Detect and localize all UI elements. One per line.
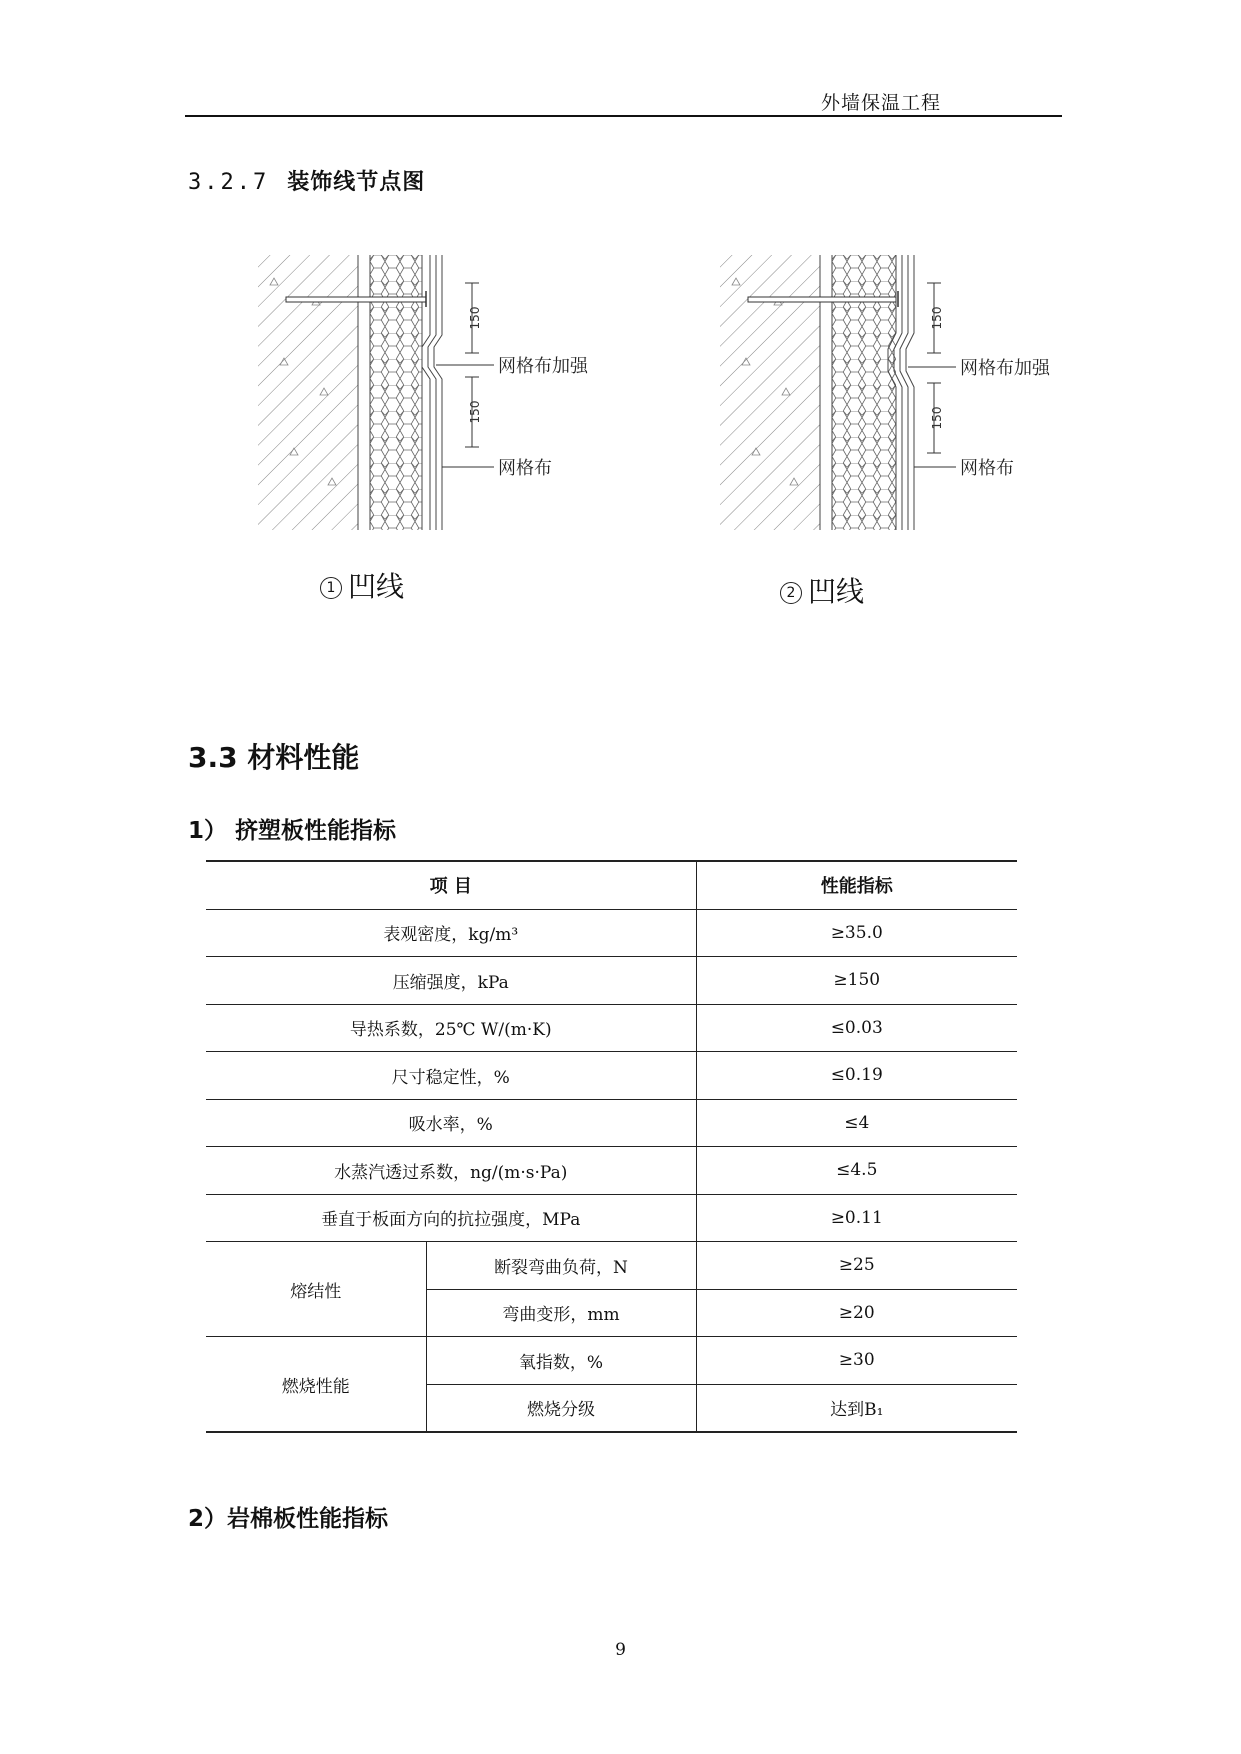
table-header-row <box>206 861 1017 909</box>
subheading-rockwool-board: 2）岩棉板性能指标 <box>188 1506 389 1532</box>
row-value: ≤0.19 <box>696 1052 1017 1100</box>
row-item: 导热系数，25℃ W/(m·K) <box>206 1004 696 1052</box>
header-item: 项 目 <box>206 861 696 909</box>
dim-top-label: 150 <box>930 306 944 330</box>
group-name: 燃烧性能 <box>206 1337 426 1433</box>
section-number: 3.2.7 <box>188 170 270 195</box>
figure-2-caption <box>780 570 864 610</box>
row-value: ≤4.5 <box>696 1147 1017 1195</box>
row-value: ≥30 <box>696 1337 1017 1385</box>
wall-hatch <box>720 255 820 530</box>
label-mesh-reinforce: 网格布加强 <box>960 358 1050 379</box>
page-number: 9 <box>615 1640 626 1660</box>
anchor-bolt <box>748 297 896 302</box>
row-item: 水蒸汽透过系数，ng/(m·s·Pa) <box>206 1147 696 1195</box>
table-row <box>206 1337 1017 1385</box>
caption-circle-number: 1 <box>320 577 342 599</box>
label-mesh: 网格布 <box>960 458 1014 479</box>
figure-1-concave-line <box>250 255 610 535</box>
table-row <box>206 957 1017 1005</box>
row-value: ≥150 <box>696 957 1017 1005</box>
dim-top-label: 150 <box>468 306 482 330</box>
table-row <box>206 1052 1017 1100</box>
subheading-xps-board: 1） 挤塑板性能指标 <box>188 818 397 844</box>
header-title: 外墙保温工程 <box>820 92 941 114</box>
figure-2-concave-line <box>712 255 1072 535</box>
table-row <box>206 1099 1017 1147</box>
caption-text: 凹线 <box>348 570 405 603</box>
table-row <box>206 1242 1017 1290</box>
group-name: 熔结性 <box>206 1242 426 1337</box>
row-value: ≥0.11 <box>696 1194 1017 1242</box>
figure-1-caption <box>320 565 404 605</box>
anchor-bolt <box>286 297 426 302</box>
row-item: 弯曲变形，mm <box>426 1289 696 1337</box>
row-item: 表观密度，kg/m³ <box>206 909 696 957</box>
xps-performance-table <box>206 860 1017 1433</box>
row-value: 达到B₁ <box>696 1384 1017 1432</box>
table-row <box>206 1194 1017 1242</box>
table-row <box>206 1004 1017 1052</box>
table-row <box>206 1147 1017 1195</box>
row-item: 燃烧分级 <box>426 1384 696 1432</box>
section-title: 装饰线节点图 <box>287 170 426 195</box>
insulation-board <box>370 255 422 530</box>
label-mesh-reinforce: 网格布加强 <box>498 356 588 377</box>
caption-circle-number: 2 <box>780 582 802 604</box>
section-heading-3-3: 3.3 材料性能 <box>188 741 360 774</box>
row-value: ≥35.0 <box>696 909 1017 957</box>
section-heading-3-2-7 <box>188 165 425 196</box>
header-rule <box>185 115 1062 117</box>
caption-text: 凹线 <box>808 575 865 608</box>
table-row <box>206 909 1017 957</box>
label-mesh: 网格布 <box>498 458 552 479</box>
wall-hatch <box>258 255 358 530</box>
figure-2-drawing <box>712 255 1072 535</box>
row-item: 压缩强度，kPa <box>206 957 696 1005</box>
figure-1-drawing <box>250 255 610 535</box>
row-value: ≤4 <box>696 1099 1017 1147</box>
row-value: ≤0.03 <box>696 1004 1017 1052</box>
dim-bottom-label: 150 <box>468 400 482 424</box>
row-item: 尺寸稳定性，% <box>206 1052 696 1100</box>
row-item: 吸水率，% <box>206 1099 696 1147</box>
row-item: 断裂弯曲负荷，N <box>426 1242 696 1290</box>
dim-bottom-label: 150 <box>930 406 944 430</box>
insulation-board <box>832 255 896 530</box>
row-value: ≥25 <box>696 1242 1017 1290</box>
header-value: 性能指标 <box>696 861 1017 909</box>
row-item: 氧指数，% <box>426 1337 696 1385</box>
row-value: ≥20 <box>696 1289 1017 1337</box>
row-item: 垂直于板面方向的抗拉强度，MPa <box>206 1194 696 1242</box>
